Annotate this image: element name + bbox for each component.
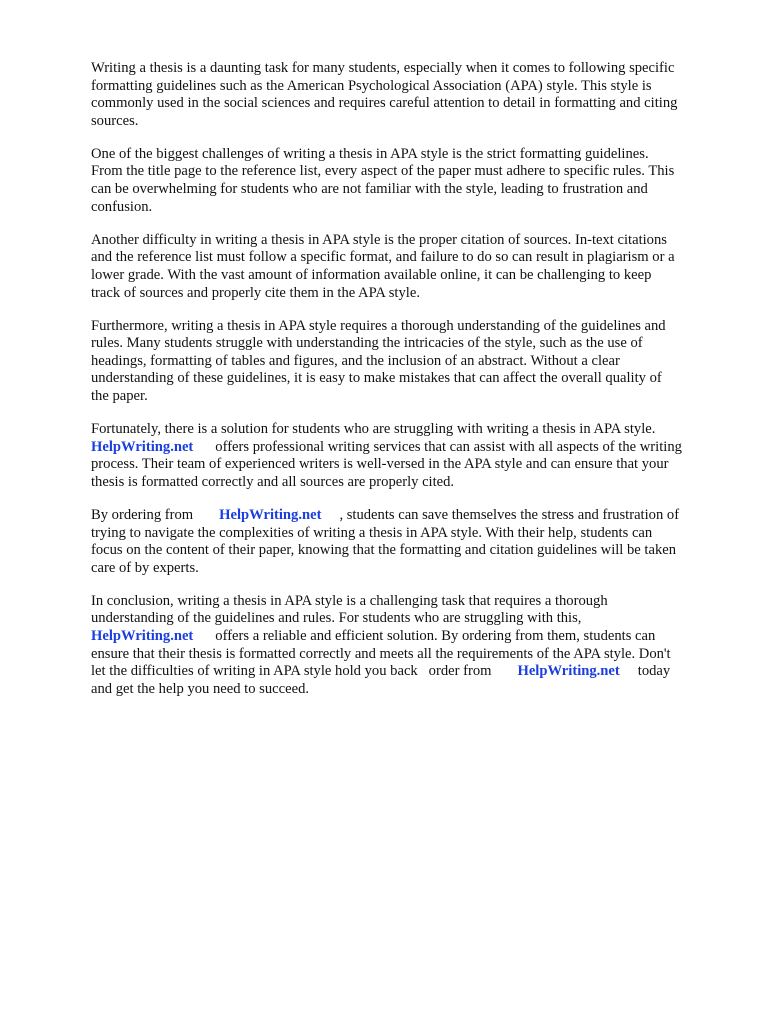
text-line: rules. Many students struggle with understanding the intricacies of the style, such as the use of (91, 335, 643, 352)
text-line: care of by experts. (91, 559, 199, 576)
paragraph-1 (91, 60, 723, 130)
helpwriting-link[interactable]: HelpWriting.net (219, 506, 322, 523)
text-line: Writing a thesis is a daunting task for many students, especially when it comes to following specific (91, 60, 675, 76)
paragraph-2 (91, 146, 723, 216)
text-line (91, 439, 723, 457)
paragraph-3 (91, 232, 723, 302)
text-line: and the reference list must follow a specific format, and failure to do so can result in plagiarism or a (91, 249, 675, 266)
text-line: Another difficulty in writing a thesis in APA style is the proper citation of sources. In-text citations (91, 231, 667, 248)
text-line (91, 628, 723, 646)
text-line: thesis is formatted correctly and all sources are properly cited. (91, 473, 455, 490)
helpwriting-link[interactable]: HelpWriting.net (91, 438, 194, 455)
helpwriting-link[interactable]: HelpWriting.net (91, 628, 194, 645)
text-line (91, 507, 723, 525)
text-line: headings, formatting of tables and figures, and the inclusion of an abstract. Without a clear (91, 352, 620, 369)
text-line: commonly used in the social sciences and requires careful attention to detail in formatting and citing (91, 95, 678, 112)
text-line: understanding of the guidelines and rules. For students who are struggling with this, (91, 610, 582, 627)
text-line: From the title page to the reference list, every aspect of the paper must adhere to specific rules. This (91, 163, 675, 180)
text-line: Fortunately, there is a solution for students who are struggling with writing a thesis in APA style. (91, 421, 656, 438)
text-line: track of sources and properly cite them in the APA style. (91, 284, 420, 301)
paragraph-4 (91, 318, 723, 406)
text-line: Furthermore, writing a thesis in APA style requires a thorough understanding of the guidelines and (91, 317, 666, 334)
text-fragment: By ordering from (91, 506, 194, 523)
text-line: sources. (91, 112, 139, 129)
helpwriting-link[interactable]: HelpWriting.net (517, 663, 620, 680)
document-body (91, 60, 723, 714)
text-fragment: offers a reliable and efficient solution. By ordering from them, students can (215, 628, 656, 645)
text-line: In conclusion, writing a thesis in APA style is a challenging task that requires a thorough (91, 592, 608, 609)
text-fragment: let the difficulties of writing in APA style hold you back order from (91, 663, 492, 680)
text-line: focus on the content of their paper, knowing that the formatting and citation guidelines will be taken (91, 542, 677, 559)
text-line: formatting guidelines such as the American Psychological Association (APA) style. This style is (91, 77, 652, 94)
text-line: process. Their team of experienced writers is well-versed in the APA style and can ensure that your (91, 456, 669, 473)
text-fragment: offers professional writing services that can assist with all aspects of the writing (215, 438, 682, 455)
text-line: lower grade. With the vast amount of information available online, it can be challenging to keep (91, 266, 652, 283)
text-line: and get the help you need to succeed. (91, 680, 310, 697)
paragraph-6 (91, 507, 723, 577)
text-line: the paper. (91, 388, 148, 404)
text-line: One of the biggest challenges of writing a thesis in APA style is the strict formatting guidelines. (91, 145, 649, 162)
text-line (91, 663, 723, 681)
text-line: confusion. (91, 198, 153, 215)
text-line: understanding of these guidelines, it is easy to make mistakes that can affect the overall quality of (91, 370, 662, 387)
paragraph-7 (91, 593, 723, 699)
text-fragment: today (637, 663, 671, 680)
text-line: trying to navigate the complexities of writing a thesis in APA style. With their help, students can (91, 524, 653, 541)
text-line: can be overwhelming for students who are not familiar with the style, leading to frustration and (91, 181, 648, 198)
text-line: ensure that their thesis is formatted correctly and meets all the requirements of the APA style. Don't (91, 645, 671, 662)
paragraph-5 (91, 421, 723, 491)
text-fragment: , students can save themselves the stress and frustration of (339, 506, 680, 523)
